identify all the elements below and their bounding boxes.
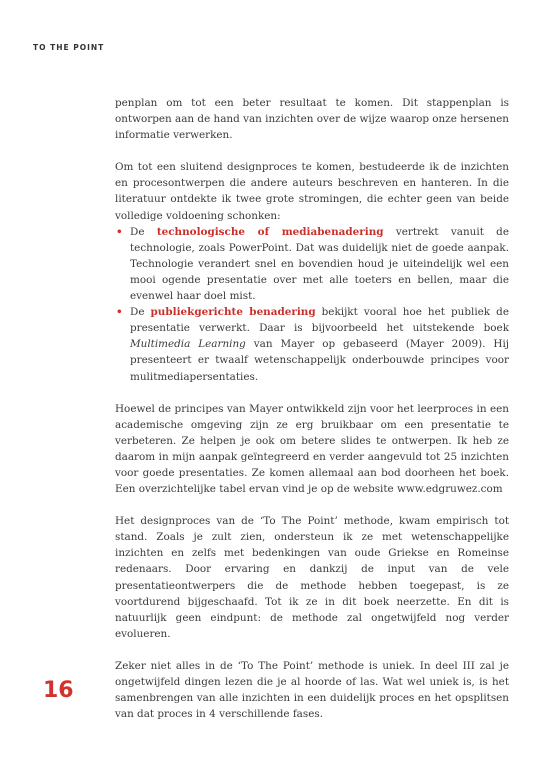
bullet-2-mid: bekijkt vooral hoe het publiek de presentatie verwerkt. Daar is bijvoorbeeld het uitstekende boek — [130, 306, 509, 335]
bullet-2-pre: De — [130, 306, 151, 319]
running-head: TO THE POINT — [33, 43, 105, 52]
page-number: 16 — [43, 678, 74, 703]
bullet-2-book-title: Multimedia Learning — [130, 338, 246, 351]
paragraph-2 — [115, 159, 509, 223]
bullet-icon: • — [116, 306, 123, 319]
bullet-list — [115, 224, 509, 385]
bullet-icon: • — [116, 225, 123, 238]
paragraph-4: Het designproces van de ‘To The Point’ methode, kwam empirisch tot stand. Zoals je zult zien, ondersteun ik ze met wetenschappelijke inzichten en zelfs met bedenkingen van oude Griekse en Romeinse redenaars. Door ervaring en dankzij de input van de vele presentatieontwerpers die de methode hebben toegepast, is ze voortdurend bijgeschaafd. Tot ik ze in dit boek neerzette. En dit is natuurlijk geen eindpunt: de methode zal ongetwijfeld nog verder evolueren. — [115, 515, 509, 640]
bullet-1-highlight: technologische of mediabenadering — [156, 225, 384, 238]
paragraph-3: Hoewel de principes van Mayer ontwikkeld zijn voor het leerproces in een academische omgeving zijn ze erg bruikbaar om een presentatie te verbeteren. Ze helpen je ook om betere slides te ontwerpen. Ik heb ze daarom in mijn aanpak geïntegreerd en verder aangevuld tot 25 inzichten voor goede presentaties. Ze komen allemaal aan bod doorheen het boek. Een overzichtelijke tabel ervan vind je op de website www.edgruwez.com — [115, 402, 509, 496]
bullet-item-technological — [115, 224, 509, 304]
bullet-1-post: vertrekt vanuit de technologie, zoals PowerPoint. Dat was duidelijk niet de goede aanpak. Technologie verandert snel en bovendien houd je uiteindelijk wel een mooi ogende presentatie over met alle toeters en bellen, maar die evenwel haar doel mist. — [130, 225, 509, 303]
bullet-2-post: van Mayer op gebaseerd (Mayer 2009). Hij presenteert er twaalf wetenschappelijk onderbouwde principes voor mulitmediapersentaties. — [130, 338, 509, 383]
bullet-1-pre: De — [130, 225, 157, 238]
paragraph-1: penplan om tot een beter resultaat te komen. Dit stappenplan is ontworpen aan de hand van inzichten over de wijze waarop onze hersenen informatie verwerken. — [115, 97, 509, 142]
bullet-2-highlight: publiekgerichte benadering — [150, 306, 316, 319]
bullet-item-audience — [115, 304, 509, 384]
paragraph-5: Zeker niet alles in de ‘To The Point’ methode is uniek. In deel III zal je ongetwijfeld dingen lezen die je al hoorde of las. Wat wel uniek is, is het samenbrengen van alle inzichten in een duidelijk proces en het opsplitsen van dat proces in 4 verschillende fases. — [115, 659, 509, 721]
paragraph-2-text: Om tot een sluitend designproces te komen, bestudeerde ik de inzichten en procesontwerpen die andere auteurs beschreven en hanteren. In die literatuur ontdekte ik twee grote stromingen, die echter geen van beide volledige voldoening schonken: — [115, 161, 509, 222]
body-text — [115, 95, 509, 738]
